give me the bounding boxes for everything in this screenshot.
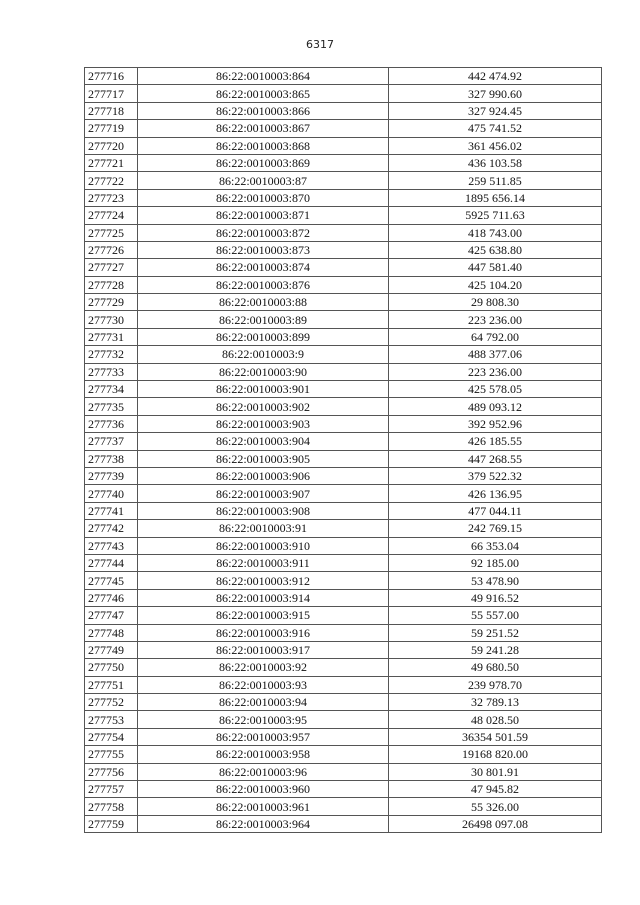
table-row xyxy=(85,763,602,780)
table-row xyxy=(85,746,602,763)
row-number-cell: 277740 xyxy=(85,485,138,502)
cadastral-number-cell: 86:22:0010003:92 xyxy=(138,659,389,676)
cadastral-value-cell: 327 924.45 xyxy=(389,102,602,119)
cadastral-number-cell: 86:22:0010003:89 xyxy=(138,311,389,328)
cadastral-number-cell: 86:22:0010003:87 xyxy=(138,172,389,189)
cadastral-value-cell: 49 680.50 xyxy=(389,659,602,676)
cadastral-value-cell: 477 044.11 xyxy=(389,502,602,519)
row-number-cell: 277725 xyxy=(85,224,138,241)
cadastral-number-cell: 86:22:0010003:870 xyxy=(138,189,389,206)
row-number-cell: 277747 xyxy=(85,607,138,624)
cadastral-number-cell: 86:22:0010003:908 xyxy=(138,502,389,519)
table-row xyxy=(85,311,602,328)
table-row xyxy=(85,781,602,798)
cadastral-value-cell: 425 578.05 xyxy=(389,381,602,398)
cadastral-number-cell: 86:22:0010003:871 xyxy=(138,207,389,224)
cadastral-number-cell: 86:22:0010003:905 xyxy=(138,450,389,467)
row-number-cell: 277749 xyxy=(85,641,138,658)
cadastral-value-cell: 19168 820.00 xyxy=(389,746,602,763)
row-number-cell: 277733 xyxy=(85,363,138,380)
table-row xyxy=(85,607,602,624)
cadastral-number-cell: 86:22:0010003:964 xyxy=(138,815,389,832)
table-row xyxy=(85,120,602,137)
table-row xyxy=(85,450,602,467)
cadastral-number-cell: 86:22:0010003:91 xyxy=(138,520,389,537)
cadastral-number-cell: 86:22:0010003:957 xyxy=(138,728,389,745)
table-row xyxy=(85,224,602,241)
cadastral-number-cell: 86:22:0010003:902 xyxy=(138,398,389,415)
row-number-cell: 277730 xyxy=(85,311,138,328)
cadastral-value-cell: 26498 097.08 xyxy=(389,815,602,832)
cadastral-value-cell: 425 638.80 xyxy=(389,241,602,258)
table-row xyxy=(85,520,602,537)
cadastral-number-cell: 86:22:0010003:916 xyxy=(138,624,389,641)
row-number-cell: 277742 xyxy=(85,520,138,537)
table-row xyxy=(85,467,602,484)
cadastral-value-cell: 447 581.40 xyxy=(389,259,602,276)
cadastral-value-cell: 361 456.02 xyxy=(389,137,602,154)
cadastral-number-cell: 86:22:0010003:868 xyxy=(138,137,389,154)
cadastral-value-cell: 379 522.32 xyxy=(389,467,602,484)
cadastral-value-cell: 59 251.52 xyxy=(389,624,602,641)
row-number-cell: 277748 xyxy=(85,624,138,641)
table-row xyxy=(85,641,602,658)
table-row xyxy=(85,381,602,398)
cadastral-number-cell: 86:22:0010003:90 xyxy=(138,363,389,380)
cadastral-value-cell: 436 103.58 xyxy=(389,154,602,171)
row-number-cell: 277746 xyxy=(85,589,138,606)
cadastral-value-cell: 418 743.00 xyxy=(389,224,602,241)
row-number-cell: 277719 xyxy=(85,120,138,137)
row-number-cell: 277738 xyxy=(85,450,138,467)
row-number-cell: 277726 xyxy=(85,241,138,258)
cadastral-number-cell: 86:22:0010003:903 xyxy=(138,415,389,432)
row-number-cell: 277754 xyxy=(85,728,138,745)
cadastral-value-cell: 489 093.12 xyxy=(389,398,602,415)
row-number-cell: 277736 xyxy=(85,415,138,432)
table-row xyxy=(85,815,602,832)
table-row xyxy=(85,798,602,815)
row-number-cell: 277753 xyxy=(85,711,138,728)
cadastral-value-cell: 327 990.60 xyxy=(389,85,602,102)
table-row xyxy=(85,259,602,276)
cadastral-number-cell: 86:22:0010003:874 xyxy=(138,259,389,276)
table-row xyxy=(85,102,602,119)
cadastral-value-cell: 55 557.00 xyxy=(389,607,602,624)
cadastral-number-cell: 86:22:0010003:901 xyxy=(138,381,389,398)
table-row xyxy=(85,154,602,171)
cadastral-number-cell: 86:22:0010003:9 xyxy=(138,346,389,363)
cadastral-number-cell: 86:22:0010003:96 xyxy=(138,763,389,780)
cadastral-number-cell: 86:22:0010003:910 xyxy=(138,537,389,554)
row-number-cell: 277751 xyxy=(85,676,138,693)
cadastral-number-cell: 86:22:0010003:960 xyxy=(138,781,389,798)
cadastral-value-cell: 55 326.00 xyxy=(389,798,602,815)
row-number-cell: 277721 xyxy=(85,154,138,171)
table-row xyxy=(85,68,602,85)
row-number-cell: 277724 xyxy=(85,207,138,224)
table-row xyxy=(85,589,602,606)
cadastral-number-cell: 86:22:0010003:95 xyxy=(138,711,389,728)
cadastral-number-cell: 86:22:0010003:914 xyxy=(138,589,389,606)
row-number-cell: 277722 xyxy=(85,172,138,189)
table-row xyxy=(85,433,602,450)
cadastral-value-cell: 259 511.85 xyxy=(389,172,602,189)
row-number-cell: 277720 xyxy=(85,137,138,154)
table-row xyxy=(85,554,602,571)
cadastral-number-cell: 86:22:0010003:961 xyxy=(138,798,389,815)
row-number-cell: 277745 xyxy=(85,572,138,589)
cadastral-value-cell: 30 801.91 xyxy=(389,763,602,780)
cadastral-number-cell: 86:22:0010003:911 xyxy=(138,554,389,571)
cadastral-number-cell: 86:22:0010003:917 xyxy=(138,641,389,658)
table-row xyxy=(85,537,602,554)
row-number-cell: 277739 xyxy=(85,467,138,484)
table-row xyxy=(85,294,602,311)
cadastral-value-cell: 48 028.50 xyxy=(389,711,602,728)
row-number-cell: 277718 xyxy=(85,102,138,119)
row-number-cell: 277727 xyxy=(85,259,138,276)
table-row xyxy=(85,676,602,693)
table-row xyxy=(85,137,602,154)
table-row xyxy=(85,398,602,415)
row-number-cell: 277728 xyxy=(85,276,138,293)
row-number-cell: 277741 xyxy=(85,502,138,519)
table-row xyxy=(85,363,602,380)
row-number-cell: 277717 xyxy=(85,85,138,102)
cadastral-value-cell: 242 769.15 xyxy=(389,520,602,537)
cadastral-number-cell: 86:22:0010003:958 xyxy=(138,746,389,763)
cadastral-value-cell: 223 236.00 xyxy=(389,311,602,328)
table-row xyxy=(85,207,602,224)
row-number-cell: 277723 xyxy=(85,189,138,206)
cadastral-number-cell: 86:22:0010003:873 xyxy=(138,241,389,258)
cadastral-number-cell: 86:22:0010003:94 xyxy=(138,694,389,711)
table-row xyxy=(85,172,602,189)
row-number-cell: 277750 xyxy=(85,659,138,676)
table-row xyxy=(85,485,602,502)
cadastral-number-cell: 86:22:0010003:912 xyxy=(138,572,389,589)
cadastral-value-cell: 5925 711.63 xyxy=(389,207,602,224)
cadastral-value-cell: 53 478.90 xyxy=(389,572,602,589)
table-row xyxy=(85,694,602,711)
row-number-cell: 277743 xyxy=(85,537,138,554)
row-number-cell: 277757 xyxy=(85,781,138,798)
cadastral-number-cell: 86:22:0010003:899 xyxy=(138,328,389,345)
row-number-cell: 277737 xyxy=(85,433,138,450)
table-row xyxy=(85,572,602,589)
table-row xyxy=(85,189,602,206)
cadastral-value-cell: 442 474.92 xyxy=(389,68,602,85)
page-number: 6317 xyxy=(306,38,334,51)
table-row xyxy=(85,328,602,345)
cadastral-number-cell: 86:22:0010003:93 xyxy=(138,676,389,693)
row-number-cell: 277759 xyxy=(85,815,138,832)
table-row xyxy=(85,276,602,293)
cadastral-value-cell: 392 952.96 xyxy=(389,415,602,432)
cadastral-number-cell: 86:22:0010003:904 xyxy=(138,433,389,450)
cadastral-number-cell: 86:22:0010003:866 xyxy=(138,102,389,119)
cadastral-value-cell: 92 185.00 xyxy=(389,554,602,571)
row-number-cell: 277756 xyxy=(85,763,138,780)
table-body xyxy=(85,68,602,833)
cadastral-value-cell: 66 353.04 xyxy=(389,537,602,554)
cadastral-number-cell: 86:22:0010003:907 xyxy=(138,485,389,502)
cadastral-number-cell: 86:22:0010003:906 xyxy=(138,467,389,484)
cadastral-value-cell: 239 978.70 xyxy=(389,676,602,693)
row-number-cell: 277752 xyxy=(85,694,138,711)
cadastral-value-cell: 488 377.06 xyxy=(389,346,602,363)
table-row xyxy=(85,624,602,641)
cadastral-number-cell: 86:22:0010003:872 xyxy=(138,224,389,241)
cadastral-value-cell: 475 741.52 xyxy=(389,120,602,137)
table-row xyxy=(85,241,602,258)
cadastral-value-cell: 223 236.00 xyxy=(389,363,602,380)
table-row xyxy=(85,659,602,676)
row-number-cell: 277732 xyxy=(85,346,138,363)
table-row xyxy=(85,502,602,519)
row-number-cell: 277735 xyxy=(85,398,138,415)
cadastral-number-cell: 86:22:0010003:864 xyxy=(138,68,389,85)
row-number-cell: 277729 xyxy=(85,294,138,311)
row-number-cell: 277755 xyxy=(85,746,138,763)
cadastral-value-cell: 425 104.20 xyxy=(389,276,602,293)
cadastral-value-cell: 32 789.13 xyxy=(389,694,602,711)
cadastral-value-cell: 59 241.28 xyxy=(389,641,602,658)
row-number-cell: 277731 xyxy=(85,328,138,345)
row-number-cell: 277758 xyxy=(85,798,138,815)
cadastral-value-cell: 447 268.55 xyxy=(389,450,602,467)
table-row xyxy=(85,346,602,363)
cadastral-value-cell: 36354 501.59 xyxy=(389,728,602,745)
table-row xyxy=(85,711,602,728)
cadastral-number-cell: 86:22:0010003:869 xyxy=(138,154,389,171)
row-number-cell: 277744 xyxy=(85,554,138,571)
row-number-cell: 277716 xyxy=(85,68,138,85)
cadastral-value-cell: 64 792.00 xyxy=(389,328,602,345)
cadastral-number-cell: 86:22:0010003:88 xyxy=(138,294,389,311)
cadastral-value-cell: 426 185.55 xyxy=(389,433,602,450)
row-number-cell: 277734 xyxy=(85,381,138,398)
table-row xyxy=(85,728,602,745)
cadastral-number-cell: 86:22:0010003:876 xyxy=(138,276,389,293)
cadastral-value-cell: 49 916.52 xyxy=(389,589,602,606)
table-row xyxy=(85,85,602,102)
cadastral-number-cell: 86:22:0010003:915 xyxy=(138,607,389,624)
cadastral-value-cell: 47 945.82 xyxy=(389,781,602,798)
cadastral-value-table xyxy=(84,67,602,833)
table-row xyxy=(85,415,602,432)
cadastral-number-cell: 86:22:0010003:867 xyxy=(138,120,389,137)
cadastral-value-cell: 426 136.95 xyxy=(389,485,602,502)
cadastral-value-cell: 29 808.30 xyxy=(389,294,602,311)
cadastral-number-cell: 86:22:0010003:865 xyxy=(138,85,389,102)
cadastral-value-cell: 1895 656.14 xyxy=(389,189,602,206)
